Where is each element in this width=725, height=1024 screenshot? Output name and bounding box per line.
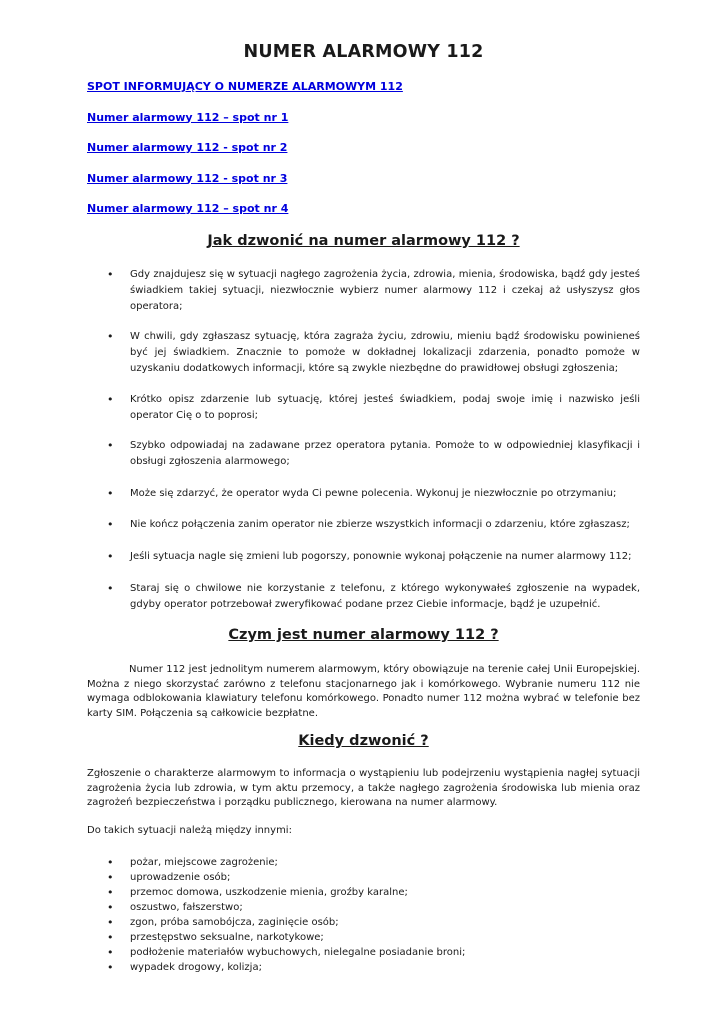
bullet-icon: • xyxy=(107,268,114,281)
list-item: • uprowadzenie osób; xyxy=(107,871,231,884)
bullet-icon: • xyxy=(107,439,114,452)
list-item: • Jeśli sytuacja nagle się zmieni lub pogorszy, ponownie wykonaj połączenie na numer alarmowy 112; xyxy=(107,550,632,563)
bullet-icon: • xyxy=(107,550,114,563)
list-item: • Krótko opisz zdarzenie lub sytuację, której jesteś świadkiem, podaj swoje imię i nazwisko jeśli operator Cię o to poprosi; xyxy=(107,393,640,421)
list-item: • przemoc domowa, uszkodzenie mienia, groźby karalne; xyxy=(107,886,408,899)
bullet-icon: • xyxy=(107,871,114,884)
list-item: • Szybko odpowiadaj na zadawane przez operatora pytania. Pomoże to w odpowiedniej klasyfikacji i obsługi zgłoszenia alarmowego; xyxy=(107,439,640,467)
bullet-icon: • xyxy=(107,946,114,959)
list-item: • Gdy znajdujesz się w sytuacji nagłego zagrożenia życia, zdrowia, mienia, środowiska, bądź gdy jesteś świadkiem takiej sytuacji, niezwłocznie wybierz numer alarmowy 112 i czekaj aż usłyszysz głos operatora; xyxy=(107,268,640,312)
list-item: • Może się zdarzyć, że operator wyda Ci pewne polecenia. Wykonuj je niezwłocznie po otrzymaniu; xyxy=(107,487,617,500)
situations-list xyxy=(87,855,640,975)
how-to-call-list-2 xyxy=(87,329,640,377)
list-item: • podłożenie materiałów wybuchowych, nielegalne posiadanie broni; xyxy=(107,946,466,959)
link-spot-3[interactable]: Numer alarmowy 112 - spot nr 3 xyxy=(87,171,288,185)
link-spot-4[interactable]: Numer alarmowy 112 – spot nr 4 xyxy=(87,202,289,215)
bullet-icon: • xyxy=(107,856,114,869)
bullet-icon: • xyxy=(107,330,114,343)
list-item: • W chwili, gdy zgłaszasz sytuację, która zagraża życiu, zdrowiu, mieniu bądź środowisku powinieneś być jej świadkiem. Znacznie to pomoże w dokładnej lokalizacji zdarzenia, ponadto pomoże w uzyskaniu dodatkowych informacji, które są zwykle niezbędne do prawidłowej obsługi zgłoszenia; xyxy=(107,330,640,374)
bullet-icon: • xyxy=(107,961,114,974)
list-item: • wypadek drogowy, kolizja; xyxy=(107,961,262,974)
how-to-call-list-5 xyxy=(87,486,640,502)
heading-what-is-112: Czym jest numer alarmowy 112 ? xyxy=(228,627,499,643)
link-spot-info[interactable]: SPOT INFORMUJĄCY O NUMERZE ALARMOWYM 112 xyxy=(87,80,403,93)
bullet-icon: • xyxy=(107,886,114,899)
bullet-icon: • xyxy=(107,582,114,595)
list-item: • pożar, miejscowe zagrożenie; xyxy=(107,856,278,869)
list-item: • oszustwo, fałszerstwo; xyxy=(107,901,243,914)
bullet-icon: • xyxy=(107,931,114,944)
list-item: • Staraj się o chwilowe nie korzystanie z telefonu, z którego wykonywałeś zgłoszenie na wypadek, gdyby operator potrzebował zweryfikować podane przez Ciebie informacje, bądź je uzupełnić. xyxy=(107,582,640,610)
how-to-call-list-8 xyxy=(87,581,640,613)
when-to-call-paragraph: Zgłoszenie o charakterze alarmowym to informacja o wystąpieniu lub podejrzeniu wystąpienia nagłej sytuacji zagrożenia życia lub zdrowia, w tym aktu przemocy, a także nagłego zagrożenia środowiska lub mienia oraz zagrożeń bezpieczeństwa i porządku publicznego, kierowana na numer alarmowy. xyxy=(87,768,640,808)
link-spot-1[interactable]: Numer alarmowy 112 – spot nr 1 xyxy=(87,110,289,124)
how-to-call-list-7 xyxy=(87,549,640,565)
bullet-icon: • xyxy=(107,518,114,531)
what-is-112-paragraph: Numer 112 jest jednolitym numerem alarmowym, który obowiązuje na terenie całej Unii Europejskiej. Można z niego skorzystać zarówno z telefonu stacjonarnego jak i komórkowego. Wybranie numeru 112 nie wymaga odblokowania klawiatury telefonu komórkowego. Ponadto numer 112 można wybrać w telefonie bez karty SIM. Połączenia są całkowicie bezpłatne. xyxy=(87,664,640,719)
how-to-call-list-6 xyxy=(87,517,640,533)
list-item: • przestępstwo seksualne, narkotykowe; xyxy=(107,931,324,944)
list-item: • Nie kończ połączenia zanim operator nie zbierze wszystkich informacji o zdarzeniu, które zgłaszasz; xyxy=(107,518,630,531)
link-spot-2[interactable]: Numer alarmowy 112 - spot nr 2 xyxy=(87,141,288,154)
heading-when-to-call: Kiedy dzwonić ? xyxy=(298,733,429,749)
bullet-icon: • xyxy=(107,487,114,500)
bullet-icon: • xyxy=(107,901,114,914)
bullet-icon: • xyxy=(107,393,114,406)
how-to-call-list-4 xyxy=(87,438,640,470)
how-to-call-list-3 xyxy=(87,392,640,424)
how-to-call-list xyxy=(87,267,640,315)
list-item: • zgon, próba samobójcza, zaginięcie osób; xyxy=(107,916,339,929)
situations-intro: Do takich sytuacji należą między innymi: xyxy=(87,825,292,836)
page-title: NUMER ALARMOWY 112 xyxy=(243,42,484,62)
spot-links xyxy=(87,80,403,233)
heading-how-to-call: Jak dzwonić na numer alarmowy 112 ? xyxy=(207,233,520,249)
bullet-icon: • xyxy=(107,916,114,929)
